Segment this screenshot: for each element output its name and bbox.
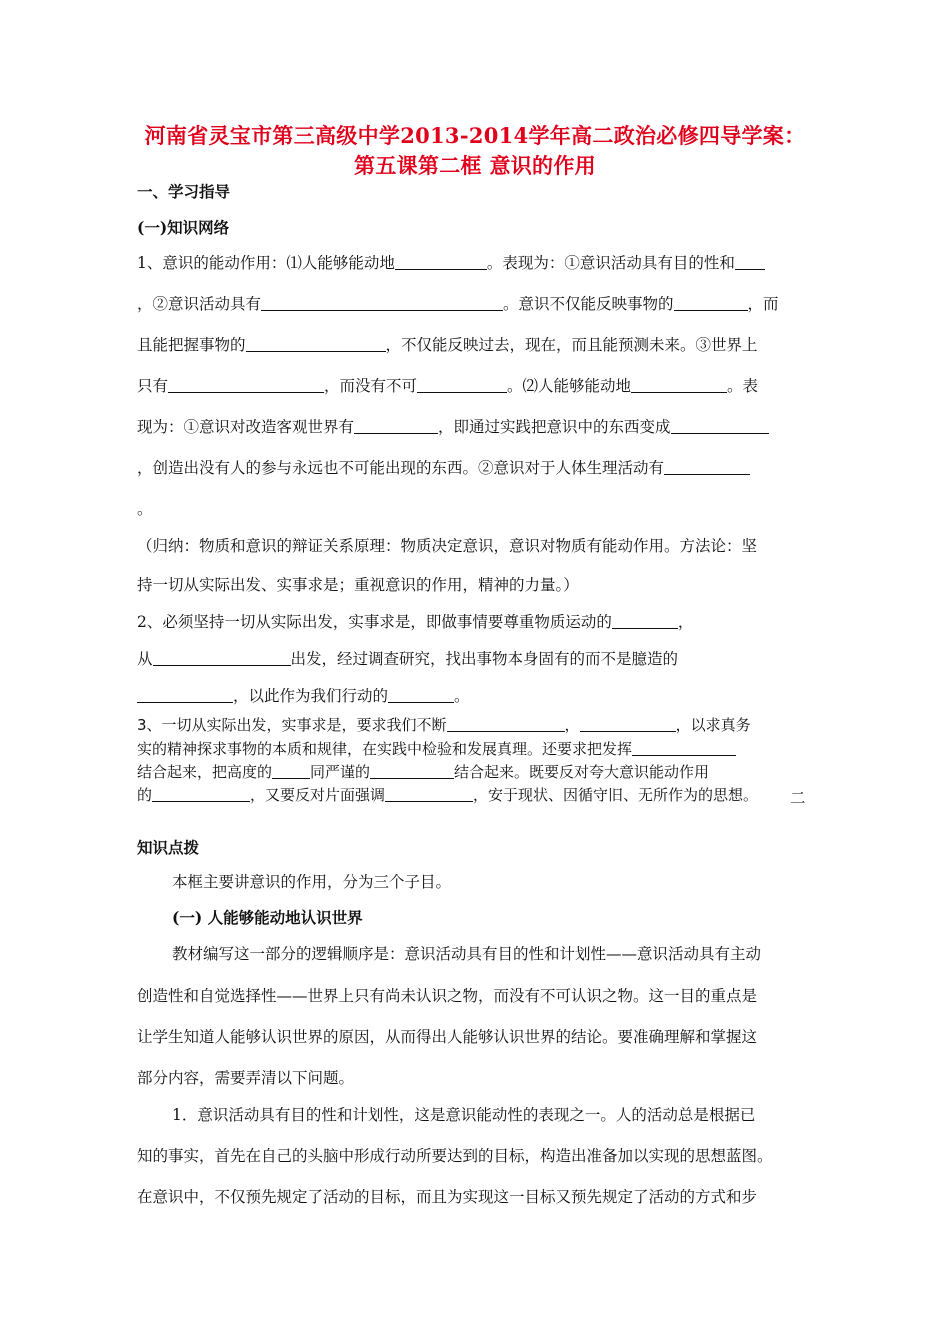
paragraph-1-line-4: 部分内容，需要弄清以下问题。 [137, 1069, 355, 1087]
blank[interactable] [168, 377, 324, 394]
blank[interactable] [385, 786, 473, 802]
blank[interactable] [137, 687, 233, 704]
points-subheading: (一) 人能够能动地认识世界 [172, 908, 363, 927]
q2-line-1: 2、必须坚持一切从实际出发，实事求是，即做事情要尊重物质运动的 ， [137, 613, 694, 631]
q2-line-2: 从 出发，经过调查研究，找出事物本身固有的而不是臆造的 [137, 650, 679, 668]
blank[interactable] [246, 336, 386, 353]
paragraph-1-line-3: 让学生知道人能够认识世界的原因，从而得出人能够认识世界的结论。要准确理解和掌握这 [137, 1028, 758, 1046]
blank[interactable] [735, 254, 765, 271]
paragraph-2-line-3: 在意识中，不仅预先规定了活动的目标，而且为实现这一目标又预先规定了活动的方式和步 [137, 1188, 758, 1206]
blank[interactable] [370, 763, 454, 779]
points-intro: 本框主要讲意识的作用，分为三个子目。 [172, 873, 452, 891]
blank[interactable] [388, 687, 454, 704]
blank[interactable] [580, 716, 676, 732]
blank[interactable] [631, 377, 727, 394]
blank[interactable] [395, 254, 487, 271]
blank[interactable] [261, 295, 503, 312]
blank[interactable] [447, 716, 565, 732]
blank[interactable] [671, 418, 769, 435]
q1-line-4: 只有 ，而没有不可 。⑵人能够能动地 。表 [137, 377, 759, 395]
document-title-line-1: 河南省灵宝市第三高级中学2013-2014学年高二政治必修四导学案： [144, 123, 806, 148]
q1-line-3: 且能把握事物的 ，不仅能反映过去，现在，而且能预测未来。③世界上 [137, 336, 758, 354]
section-subheading: (一)知识网络 [137, 218, 230, 237]
q3-line-4: 的 ，又要反对片面强调 ，安于现状、因循守旧、无所作为的思想。 [137, 786, 759, 804]
blank[interactable] [612, 613, 678, 630]
paragraph-1-line-1: 教材编写这一部分的逻辑顺序是：意识活动具有目的性和计划性——意识活动具有主动 [172, 945, 762, 963]
q3-line-2: 实的精神探求事物的本质和规律，在实践中检验和发展真理。还要求把发挥 [137, 738, 736, 759]
section-heading: 一、学习指导 [137, 182, 231, 201]
q1-line-7: 。 [137, 500, 153, 518]
q2-line-3: ，以此作为我们行动的 。 [137, 684, 470, 706]
points-heading: 知识点拨 [137, 838, 200, 857]
paragraph-1-line-2: 创造性和自觉选择性——世界上只有尚未认识之物，而没有不可认识之物。这一目的重点是 [137, 987, 758, 1005]
document-title-line-2: 第五课第二框 意识的作用 [354, 153, 596, 178]
paragraph-2-line-1: 1．意识活动具有目的性和计划性，这是意识能动性的表现之一。人的活动总是根据已 [172, 1106, 756, 1124]
blank[interactable] [632, 740, 736, 756]
q3-line-1: 3、一切从实际出发，实事求是，要求我们不断 ， ，以求真务 [137, 716, 751, 734]
q1-line-5: 现为：①意识对改造客观世界有 ，即通过实践把意识中的东西变成 [137, 415, 769, 437]
blank[interactable] [354, 418, 438, 435]
q3-mark: 二 [790, 789, 806, 807]
blank[interactable] [417, 377, 507, 394]
blank[interactable] [664, 459, 750, 476]
q1-line-1: 1、意识的能动作用：⑴人能够能动地 。表现为：①意识活动具有目的性和 [137, 251, 765, 273]
summary-line-2: 持一切从实际出发、实事求是；重视意识的作用，精神的力量。） [137, 576, 579, 594]
summary-line-1: （归纳：物质和意识的辩证关系原理：物质决定意识，意识对物质有能动作用。方法论：坚 [137, 537, 758, 555]
paragraph-2-line-2: 知的事实，首先在自己的头脑中形成行动所要达到的目标，构造出准备加以实现的思想蓝图。 [137, 1147, 773, 1165]
blank[interactable] [674, 295, 748, 312]
blank[interactable] [153, 650, 291, 667]
q3-line-3: 结合起来，把高度的 同严谨的 结合起来。既要反对夸大意识能动作用 [137, 763, 710, 781]
q1-line-2: ，②意识活动具有 。意识不仅能反映事物的 ，而 [137, 295, 779, 313]
blank[interactable] [152, 786, 250, 802]
q1-line-6: ，创造出没有人的参与永远也不可能出现的东西。②意识对于人体生理活动有 [137, 456, 750, 478]
blank[interactable] [272, 763, 310, 779]
